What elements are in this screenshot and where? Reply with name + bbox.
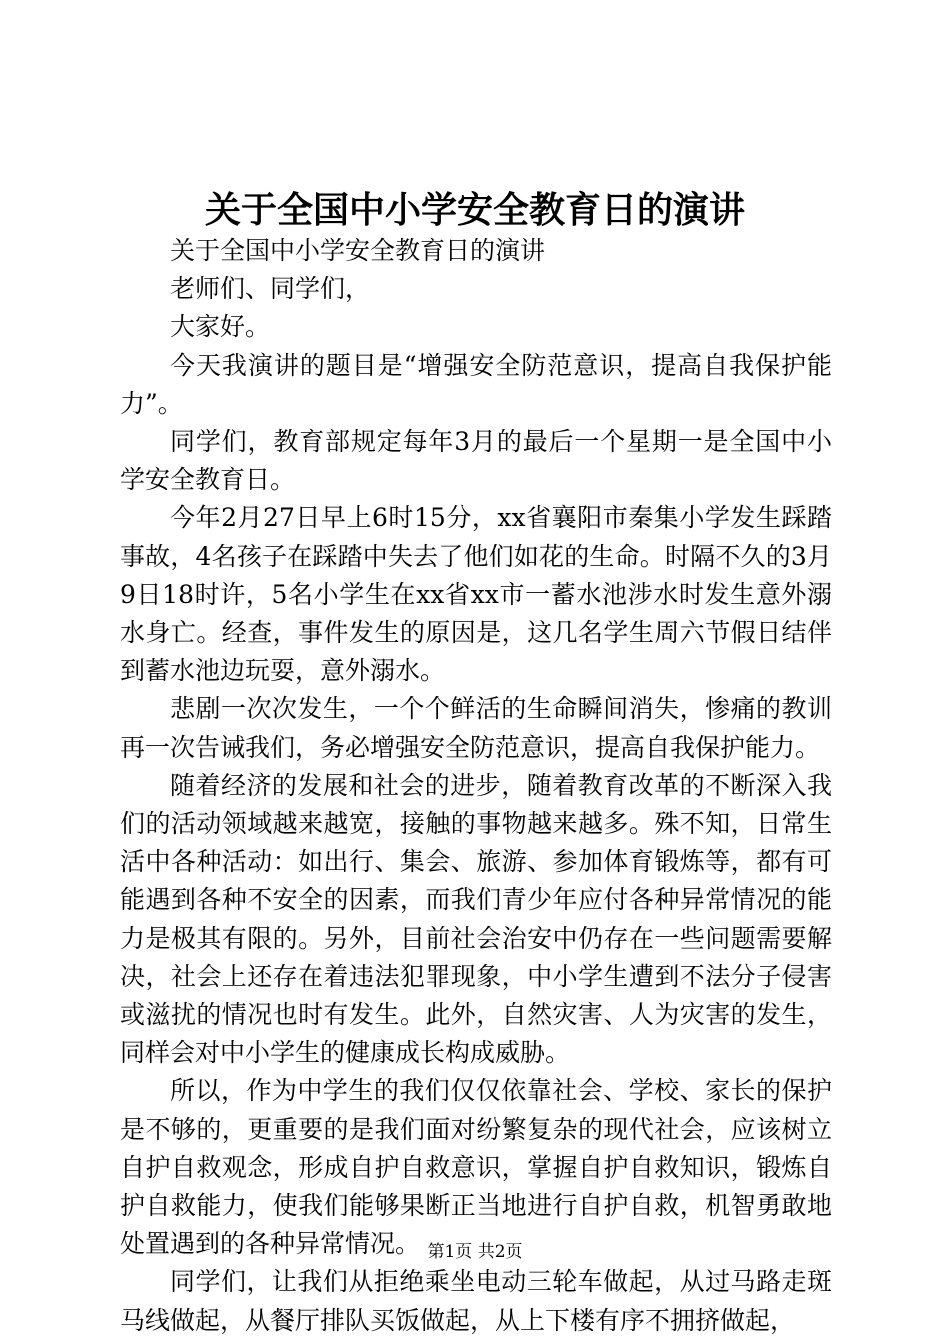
paragraph: 同学们，教育部规定每年3月的最后一个星期一是全国中小学安全教育日。 <box>120 427 832 495</box>
paragraph: 同学们，让我们从拒绝乘坐电动三轮车做起，从过马路走斑马线做起，从餐厅排队买饭做起，从上下楼有序不拥挤做起， <box>120 1267 832 1335</box>
paragraph: 今天我演讲的题目是“增强安全防范意识，提高自我保护能力”。 <box>120 350 832 418</box>
paragraph: 所以，作为中学生的我们仅仅依靠社会、学校、家长的保护是不够的，更重要的是我们面对纷繁复杂的现代社会，应该树立自护自救观念，形成自护自救意识，掌握自护自救知识，锻炼自护自救能力，使我们能够果断正当地进行自护自救，机智勇敢地处置遇到的各种异常情况。 <box>120 1076 832 1259</box>
paragraph: 关于全国中小学安全教育日的演讲 <box>170 236 546 265</box>
paragraph: 今年2月27日早上6时15分，xx省襄阳市秦集小学发生踩踏事故，4名孩子在踩踏中失去了他们如花的生命。时隔不久的3月9日18时许，5名小学生在xx省xx市一蓄水池涉水时发生意外溺水身亡。经查，事件发生的原因是，这几名学生周六节假日结伴到蓄水池边玩耍，意外溺水。 <box>120 503 832 686</box>
page-number: 第1页 共2页 <box>427 1242 523 1262</box>
paragraph: 随着经济的发展和社会的进步，随着教育改革的不断深入我们的活动领域越来越宽，接触的事物越来越多。殊不知，日常生活中各种活动：如出行、集会、旅游、参加体育锻炼等，都有可能遇到各种不安全的因素，而我们青少年应付各种异常情况的能力是极其有限的。另外，目前社会治安中仍存在一些问题需要解决，社会上还存在着违法犯罪现象，中小学生遭到不法分子侵害或滋扰的情况也时有发生。此外，自然灾害、人为灾害的发生，同样会对中小学生的健康成长构成威胁。 <box>120 770 832 1068</box>
paragraph: 悲剧一次次发生，一个个鲜活的生命瞬间消失，惨痛的教训再一次告诫我们，务必增强安全防范意识，提高自我保护能力。 <box>120 694 832 762</box>
document-body <box>120 232 832 1340</box>
paragraph: 老师们、同学们， <box>170 274 371 304</box>
paragraph: 大家好。 <box>170 312 271 342</box>
document-title: 关于全国中小学安全教育日的演讲 <box>204 189 745 231</box>
